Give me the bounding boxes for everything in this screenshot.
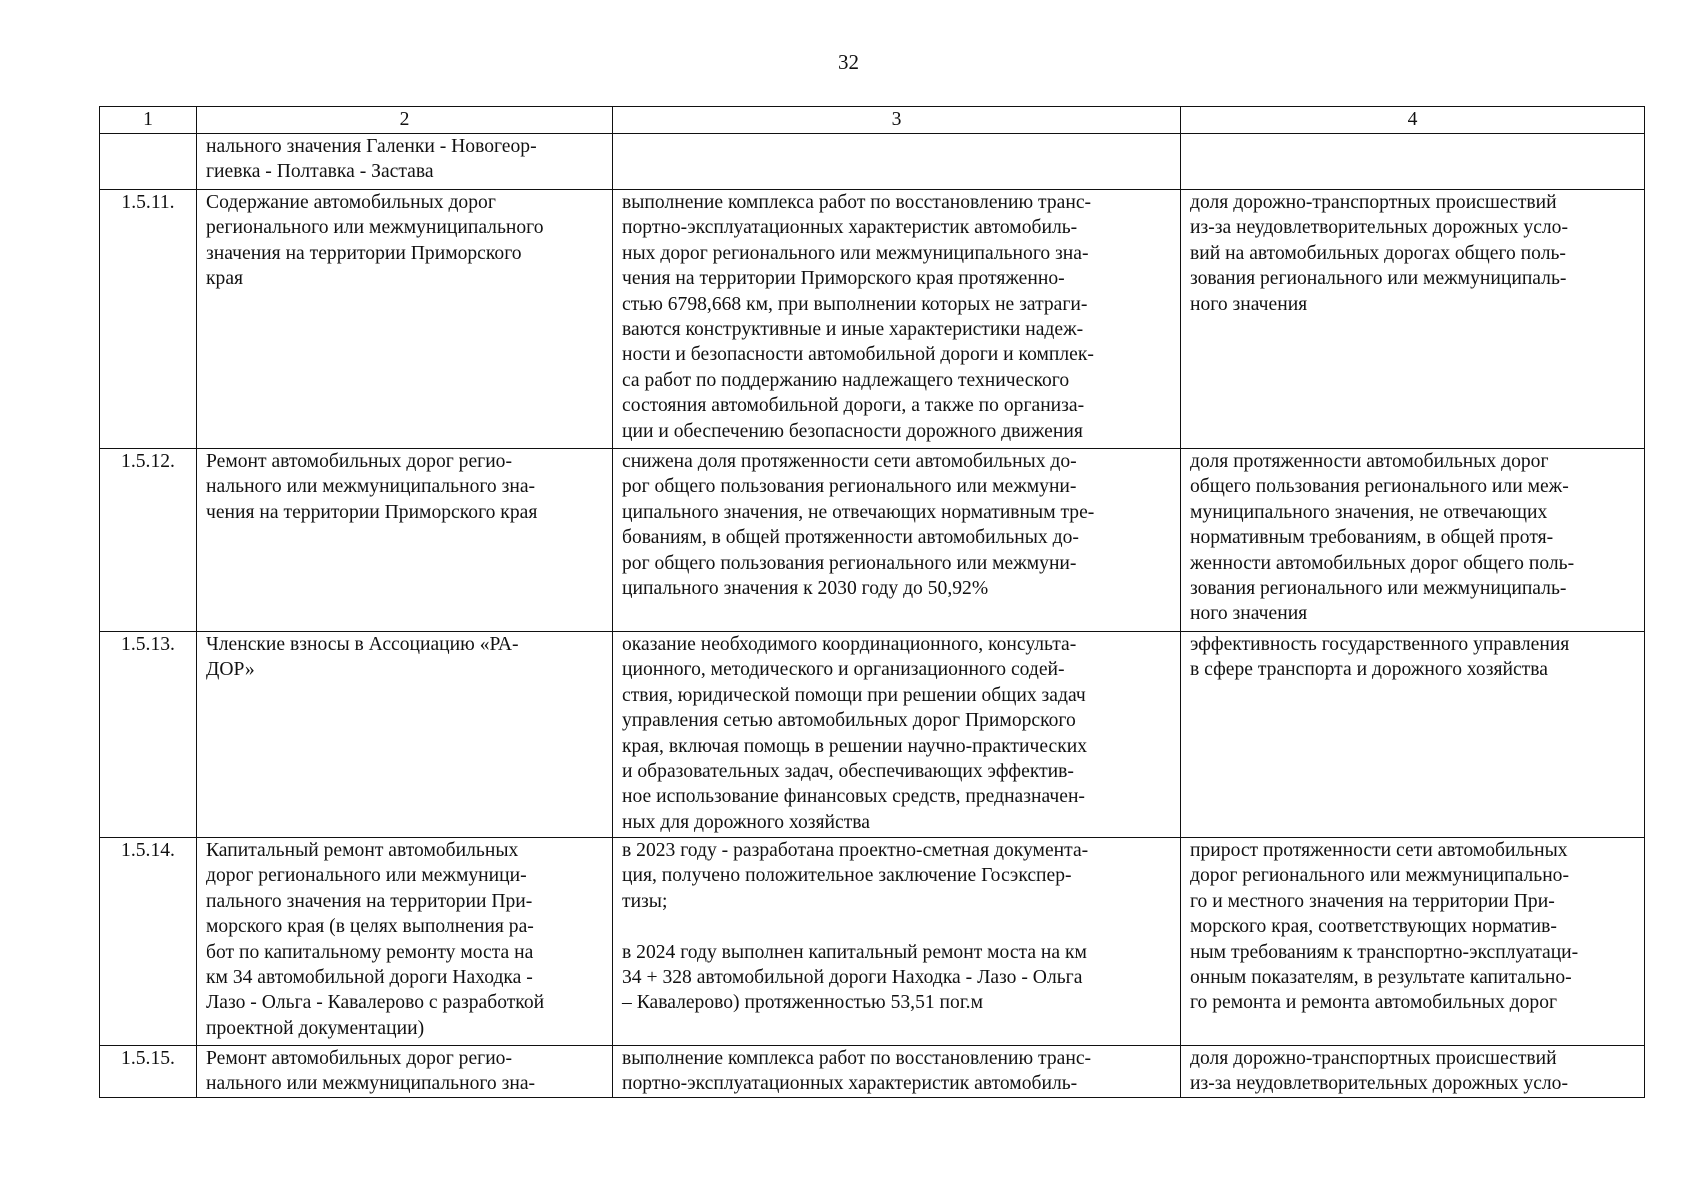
indicator-link: прирост протяженности сети автомобильных дорог регионального или межмуниципально- го и местного значения на территории При- морского края, соответствующих норматив- ным требованиям к транспортно-эксплуатаци- онным показателям, в результате капитально- го ремонта и ремонта автомобильных дорог	[1181, 838, 1645, 1046]
expected-result: в 2023 году - разработана проектно-сметная документа- ция, получено положительное заключение Госэкспер- тизы; в 2024 году выполнен капитальный ремонт моста на км 34 + 328 автомобильной дороги Находка - Лазо - Ольга – Кавалерово) протяженностью 53,51 пог.м	[613, 838, 1181, 1046]
measure-name: нального значения Галенки - Новогеор- гиевка - Полтавка - Застава	[197, 134, 613, 190]
expected-result: выполнение комплекса работ по восстановлению транс- портно-эксплуатационных характеристик автомобиль- ных дорог регионального или межмуниципального зна- чения на территории Приморского края протяженно- стью 6798,668 км, при выполнении которых не затраги- ваются конструктивные и иные характеристики надеж- ности и безопасности автомобильной дороги и комплек- са работ по поддержанию надлежащего технического состояния автомобильной дороги, а также по организа- ции и обеспечению безопасности дорожного движения	[613, 190, 1181, 449]
indicator-link: доля дорожно-транспортных происшествий из-за неудовлетворительных дорожных усло- вий на автомобильных дорогах общего поль- зования регионального или межмуниципаль- ного значения	[1181, 190, 1645, 449]
indicator-link	[1181, 134, 1645, 190]
table-row	[100, 449, 1645, 632]
table-row	[100, 134, 1645, 190]
expected-result	[613, 134, 1181, 190]
expected-result: выполнение комплекса работ по восстановлению транс- портно-эксплуатационных характеристик автомобиль-	[613, 1046, 1181, 1098]
table-row	[100, 632, 1645, 838]
header-cell-4: 4	[1181, 107, 1645, 134]
indicator-link: доля дорожно-транспортных происшествий из-за неудовлетворительных дорожных усло-	[1181, 1046, 1645, 1098]
table-row	[100, 1046, 1645, 1098]
row-number: 1.5.11.	[100, 190, 197, 449]
measure-name: Ремонт автомобильных дорог регио- нального или межмуниципального зна-	[197, 1046, 613, 1098]
measure-name: Содержание автомобильных дорог регионального или межмуниципального значения на территории Приморского края	[197, 190, 613, 449]
page-number: 32	[838, 50, 859, 74]
expected-result: снижена доля протяженности сети автомобильных до- рог общего пользования регионального или межмуни- ципального значения, не отвечающих нормативным тре- бованиям, в общей протяженности автомобильных до- рог общего пользования регионального или межмуни- ципального значения к 2030 году до 50,92%	[613, 449, 1181, 632]
table-row	[100, 190, 1645, 449]
indicator-link: эффективность государственного управления в сфере транспорта и дорожного хозяйства	[1181, 632, 1645, 838]
measure-name: Ремонт автомобильных дорог регио- нального или межмуниципального зна- чения на территории Приморского края	[197, 449, 613, 632]
row-number: 1.5.15.	[100, 1046, 197, 1098]
row-number: 1.5.12.	[100, 449, 197, 632]
header-cell-3: 3	[613, 107, 1181, 134]
program-table	[99, 106, 1645, 1098]
measure-name: Капитальный ремонт автомобильных дорог регионального или межмуници- пального значения на территории При- морского края (в целях выполнения ра- бот по капитальному ремонту моста на км 34 автомобильной дороги Находка - Лазо - Ольга - Кавалерово с разработкой проектной документации)	[197, 838, 613, 1046]
row-number: 1.5.13.	[100, 632, 197, 838]
table-header-row	[100, 107, 1645, 134]
header-cell-2: 2	[197, 107, 613, 134]
measure-name: Членские взносы в Ассоциацию «РА- ДОР»	[197, 632, 613, 838]
indicator-link: доля протяженности автомобильных дорог общего пользования регионального или меж- муниципального значения, не отвечающих нормативным требованиям, в общей протя- женности автомобильных дорог общего поль- зования регионального или межмуниципаль- ного значения	[1181, 449, 1645, 632]
header-cell-1: 1	[100, 107, 197, 134]
row-number	[100, 134, 197, 190]
table-row	[100, 838, 1645, 1046]
row-number: 1.5.14.	[100, 838, 197, 1046]
expected-result: оказание необходимого координационного, консульта- ционного, методического и организационного содей- ствия, юридической помощи при решении общих задач управления сетью автомобильных дорог Приморского края, включая помощь в решении научно-практических и образовательных задач, обеспечивающих эффектив- ное использование финансовых средств, предназначен- ных для дорожного хозяйства	[613, 632, 1181, 838]
